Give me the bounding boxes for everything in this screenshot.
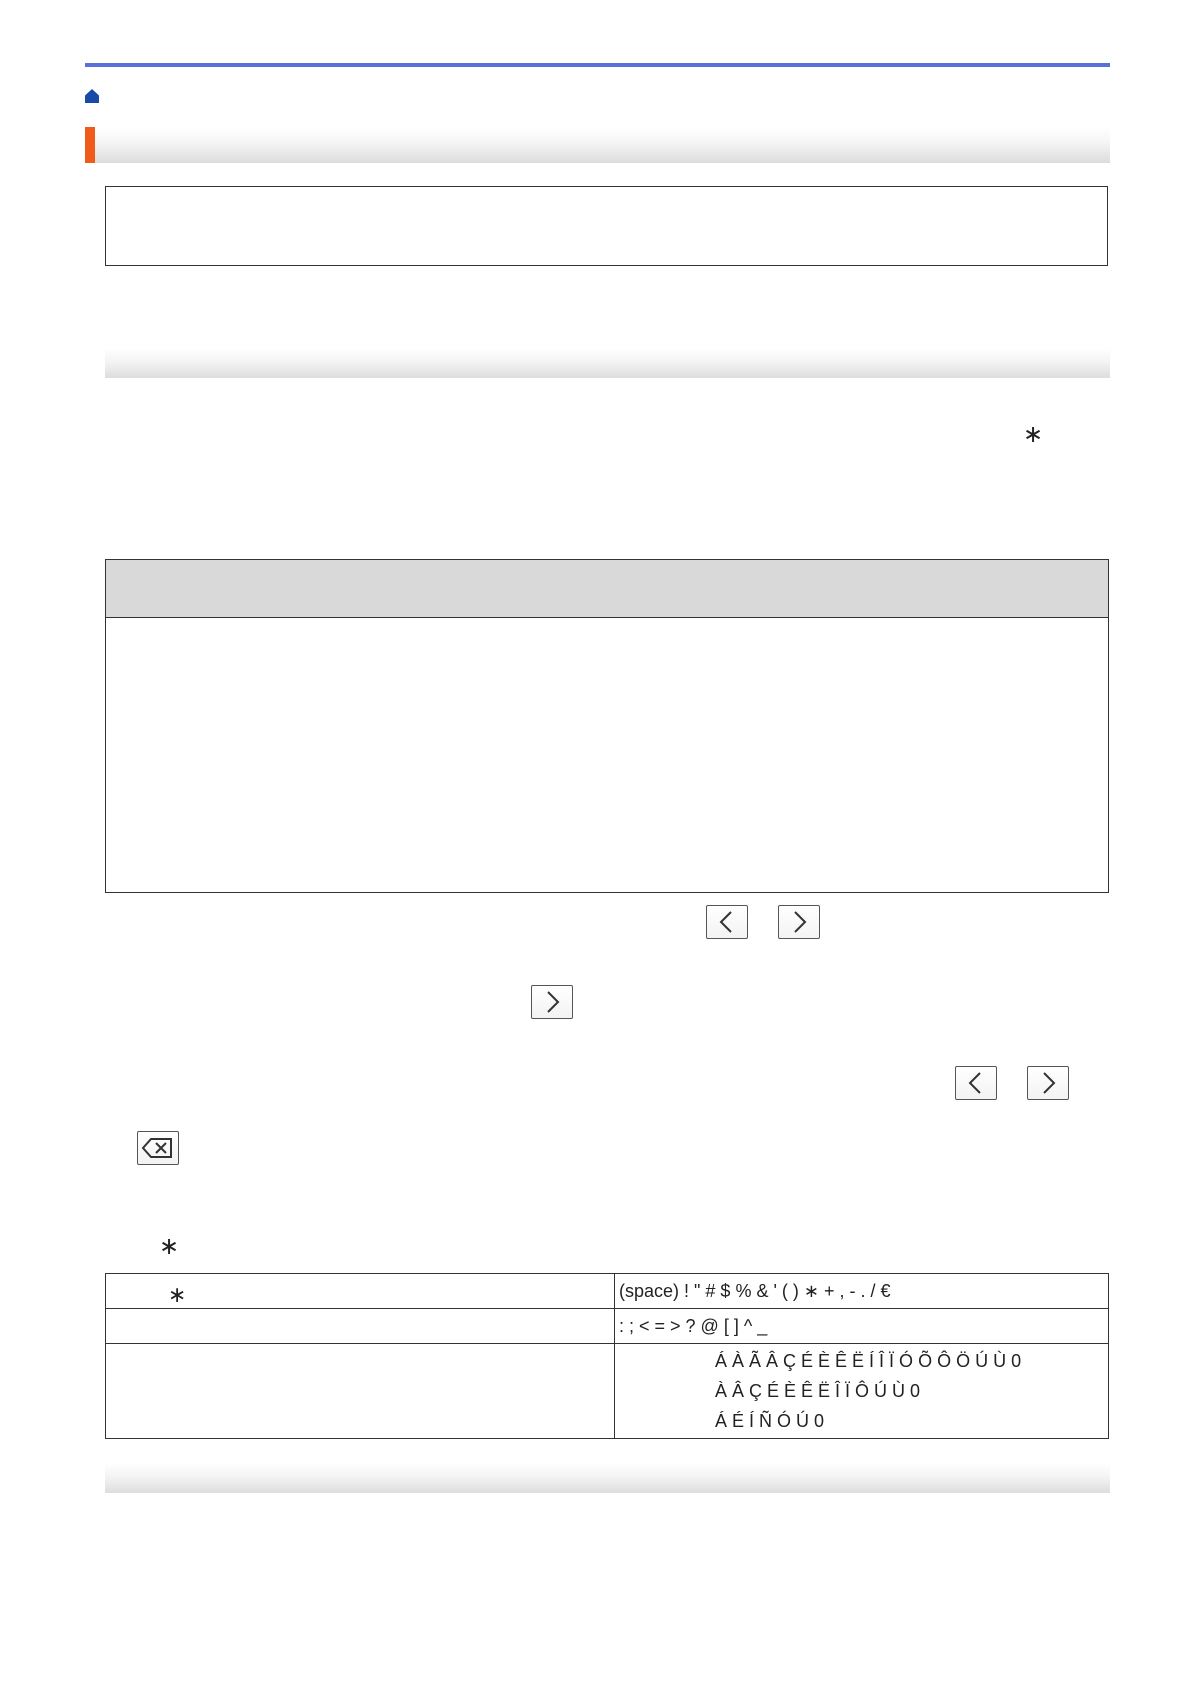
- table-cell-accented-chars: [615, 1344, 1109, 1439]
- table-cell-key: [106, 1344, 615, 1439]
- table-cell-chars: : ; < = > ? @ [ ] ^ _: [615, 1309, 1109, 1344]
- chevron-left-icon[interactable]: [955, 1066, 997, 1100]
- touchscreen-table-header: [106, 560, 1108, 618]
- table-cell-key: [106, 1274, 615, 1309]
- accented-chars-line: Á À Ã Â Ç É È Ê Ë Í Î Ï Ó Õ Ô Ö Ú Ù 0: [715, 1351, 1022, 1371]
- section-heading-bar: [105, 1463, 1110, 1493]
- section-heading-bar: [105, 348, 1110, 378]
- table-row: [106, 1309, 1109, 1344]
- page-title-bar: [85, 127, 1110, 163]
- asterisk-symbol: ∗: [1023, 420, 1044, 448]
- touchscreen-illustration-table: [105, 559, 1109, 893]
- table-row: [106, 1274, 1109, 1309]
- special-characters-table: [105, 1273, 1109, 1439]
- asterisk-symbol: ∗: [159, 1232, 180, 1260]
- backspace-icon[interactable]: [137, 1131, 179, 1165]
- title-accent-marker: [85, 127, 95, 163]
- note-box: [105, 186, 1108, 266]
- chevron-left-icon[interactable]: [706, 905, 748, 939]
- table-cell-key: [106, 1309, 615, 1344]
- chevron-right-icon[interactable]: [531, 985, 573, 1019]
- chevron-right-icon[interactable]: [778, 905, 820, 939]
- accented-chars-line: À Â Ç É È Ê Ë Î Ï Ô Ú Ù 0: [715, 1381, 921, 1401]
- asterisk-symbol: ∗: [168, 1282, 187, 1308]
- table-row: [106, 1344, 1109, 1439]
- accented-chars-line: Á É Í Ñ Ó Ú 0: [715, 1411, 825, 1431]
- home-icon[interactable]: [84, 88, 100, 104]
- top-rule: [85, 63, 1110, 67]
- table-cell-chars: (space) ! " # $ % & ' ( ) ∗ + , - . / €: [615, 1274, 1109, 1309]
- chevron-right-icon[interactable]: [1027, 1066, 1069, 1100]
